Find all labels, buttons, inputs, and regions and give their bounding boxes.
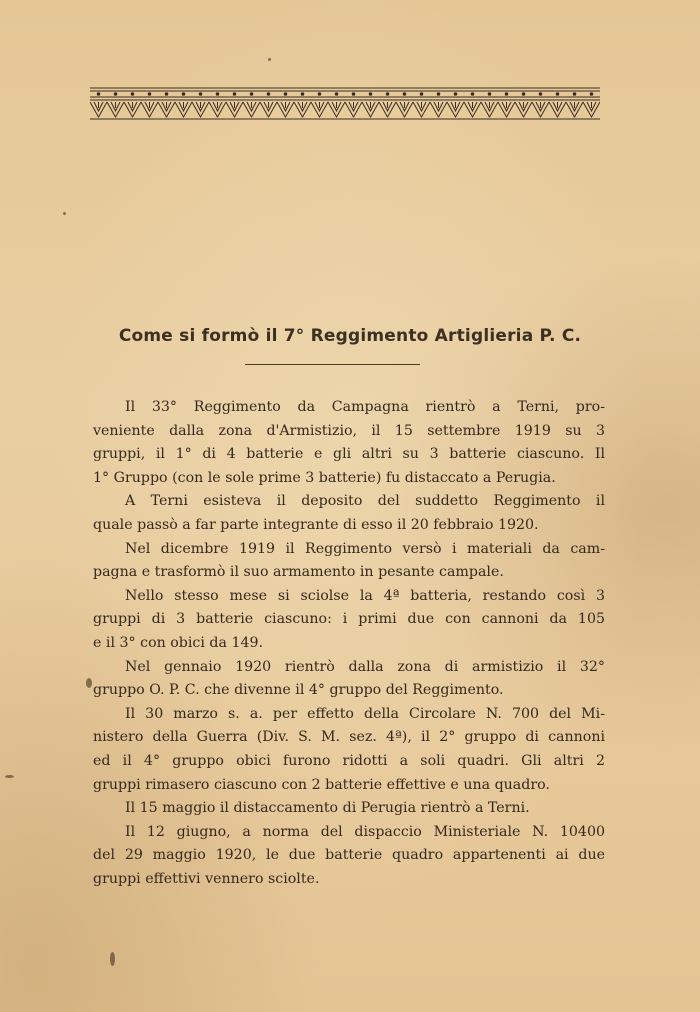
text-line: A Terni esisteva il deposito del suddetto Reggimento il — [125, 493, 605, 510]
ornament-motif — [464, 102, 481, 117]
ornament-dot — [454, 93, 457, 96]
ornament-dot — [352, 93, 355, 96]
ornament-dot — [539, 93, 542, 96]
ornament-motif — [107, 102, 124, 117]
ornament-motif — [209, 102, 226, 117]
ornament-dot — [148, 93, 151, 96]
ink-speck — [110, 952, 115, 966]
text-line: e il 3° con obici da 149. — [93, 634, 264, 651]
text-line: veniente dalla zona d'Armistizio, il 15 settembre 1919 su 3 — [93, 422, 605, 439]
ornament-dot — [182, 93, 185, 96]
text-line: quale passò a far parte integrante di esso il 20 febbraio 1920. — [93, 516, 539, 533]
text-line: del 29 maggio 1920, le due batterie quadro appartenenti ai due — [93, 847, 605, 864]
ornament-motif — [549, 102, 566, 117]
decorative-border-ornament — [90, 86, 600, 122]
page-title: Come si formò il 7° Reggimento Artiglieria P. C. — [118, 326, 582, 346]
paragraph — [93, 821, 605, 892]
ornament-motif — [379, 102, 396, 117]
text-line: Il 33° Reggimento da Campagna rientrò a Terni, pro- — [125, 399, 605, 415]
text-line: Nello stesso mese si sciolse la 4ª batteria, restando così 3 — [125, 587, 605, 604]
text-line: Il 12 giugno, a norma del dispaccio Ministeriale N. 10400 — [125, 823, 605, 840]
paragraph — [93, 490, 605, 537]
ornament-dot — [556, 93, 559, 96]
ornament-dot — [318, 93, 321, 96]
ornament-dot — [233, 93, 236, 96]
text-line: Nel gennaio 1920 rientrò dalla zona di armistizio il 32° — [125, 658, 605, 675]
ornament-motif — [498, 102, 515, 117]
ornament-dot — [403, 93, 406, 96]
text-line: 1° Gruppo (con le sole prime 3 batterie) fu distaccato a Perugia. — [93, 469, 556, 486]
ornament-dot — [250, 93, 253, 96]
ornament-dot — [471, 93, 474, 96]
ornament-motif — [362, 102, 379, 117]
ornament-dot — [420, 93, 423, 96]
paragraph — [93, 396, 605, 490]
ornament-dot — [114, 93, 117, 96]
text-line: Il 30 marzo s. a. per effetto della Circolare N. 700 del Mi- — [125, 705, 605, 722]
ornament-dot — [216, 93, 219, 96]
ornament-dot — [301, 93, 304, 96]
ink-speck — [63, 212, 66, 215]
text-line: Nel dicembre 1919 il Reggimento versò i materiali da cam- — [125, 540, 605, 557]
ornament-motif — [90, 102, 107, 117]
text-line: gruppi effettivi vennero sciolte. — [93, 870, 320, 887]
ornament-dot — [97, 93, 100, 96]
text-line: gruppi di 3 batterie ciascuno: i primi due con cannoni da 105 — [93, 611, 605, 628]
ornament-motif — [243, 102, 260, 117]
ornament-dot — [131, 93, 134, 96]
ornament-motif — [175, 102, 192, 117]
paragraph — [93, 585, 605, 656]
text-line: nistero della Guerra (Div. S. M. sez. 4ª), il 2° gruppo di cannoni — [93, 729, 605, 746]
ornament-dot — [284, 93, 287, 96]
ornament-motif — [583, 102, 600, 117]
ink-speck — [86, 678, 92, 688]
paragraph — [93, 538, 605, 585]
ornament-dot — [267, 93, 270, 96]
text-line: ed il 4° gruppo obici furono ridotti a soli quadri. Gli altri 2 — [93, 752, 605, 769]
ornament-dot — [335, 93, 338, 96]
ornament-motif — [311, 102, 328, 117]
ornament-dot — [369, 93, 372, 96]
ornament-motif — [515, 102, 532, 117]
ornament-dot — [437, 93, 440, 96]
ornament-dot — [165, 93, 168, 96]
ornament-dot — [488, 93, 491, 96]
text-line: gruppi, il 1° di 4 batterie e gli altri su 3 batterie ciascuno. Il — [93, 446, 605, 463]
text-line: gruppo O. P. C. che divenne il 4° gruppo del Reggimento. — [93, 682, 504, 699]
ornament-motif — [481, 102, 498, 117]
ornament-motif — [328, 102, 345, 117]
ornament-motif — [260, 102, 277, 117]
ornament-dot — [199, 93, 202, 96]
text-line: pagna e trasformò il suo armamento in pesante campale. — [93, 564, 504, 581]
paragraph — [93, 797, 605, 821]
ink-speck — [268, 58, 271, 61]
ornament-motif — [141, 102, 158, 117]
paragraph — [93, 656, 605, 703]
ornament-motif — [447, 102, 464, 117]
body-text — [93, 396, 605, 891]
ink-speck — [5, 775, 14, 778]
ornament-dot — [522, 93, 525, 96]
ornament-motif — [396, 102, 413, 117]
text-line: Il 15 maggio il distaccamento di Perugia rientrò a Terni. — [125, 800, 530, 817]
ornament-motif — [158, 102, 175, 117]
ornament-dot — [505, 93, 508, 96]
ornament-dot — [573, 93, 576, 96]
paragraph — [93, 703, 605, 797]
text-line: gruppi rimasero ciascuno con 2 batterie effettive e una quadro. — [93, 776, 550, 793]
ornament-motif — [192, 102, 209, 117]
ornament-motif — [566, 102, 583, 117]
ornament-motif — [532, 102, 549, 117]
ornament-motif — [124, 102, 141, 117]
title-underline-rule — [245, 364, 420, 365]
ornament-motif — [226, 102, 243, 117]
ornament-motif — [277, 102, 294, 117]
ornament-motif — [413, 102, 430, 117]
ornament-motif — [430, 102, 447, 117]
ornament-dot — [590, 93, 593, 96]
ornament-motif — [294, 102, 311, 117]
ornament-motif — [345, 102, 362, 117]
ornament-dot — [386, 93, 389, 96]
